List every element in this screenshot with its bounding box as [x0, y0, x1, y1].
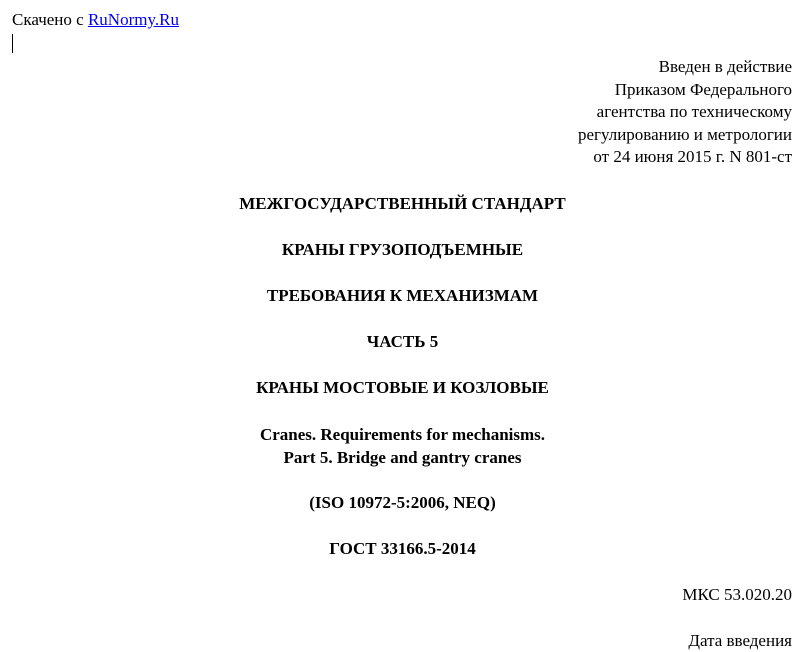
document-part-title: КРАНЫ МОСТОВЫЕ И КОЗЛОВЫЕ: [256, 378, 549, 397]
approval-line: регулированию и метрологии: [577, 124, 792, 144]
intro-date-label: Дата введения: [688, 631, 792, 650]
document-part: ЧАСТЬ 5: [366, 332, 439, 351]
mks-code: МКС 53.020.20: [682, 585, 792, 604]
approval-line: Введен в действие: [658, 57, 792, 76]
download-source-prefix: Скачено с: [12, 10, 88, 29]
approval-line: агентства по техническому: [596, 102, 792, 121]
document-title-sub: ТРЕБОВАНИЯ К МЕХАНИЗМАМ: [266, 286, 539, 305]
approval-line: от 24 июня 2015 г. N 801-ст: [593, 147, 792, 166]
download-source-line: [12, 9, 179, 31]
approval-line: Приказом Федерального: [614, 79, 792, 99]
english-title-line-1: Cranes. Requirements for mechanisms.: [259, 425, 546, 444]
runormy-link[interactable]: RuNormy.Ru: [87, 10, 179, 29]
text-cursor: [12, 34, 13, 53]
approval-block: [578, 56, 792, 169]
iso-reference: (ISO 10972-5:2006, NEQ): [309, 493, 496, 512]
document-title-main: КРАНЫ ГРУЗОПОДЪЕМНЫЕ: [281, 240, 524, 259]
gost-number: ГОСТ 33166.5-2014: [329, 539, 476, 558]
standard-type-heading: МЕЖГОСУДАРСТВЕННЫЙ СТАНДАРТ: [239, 194, 566, 213]
english-title-line-2: Part 5. Bridge and gantry cranes: [283, 448, 522, 467]
